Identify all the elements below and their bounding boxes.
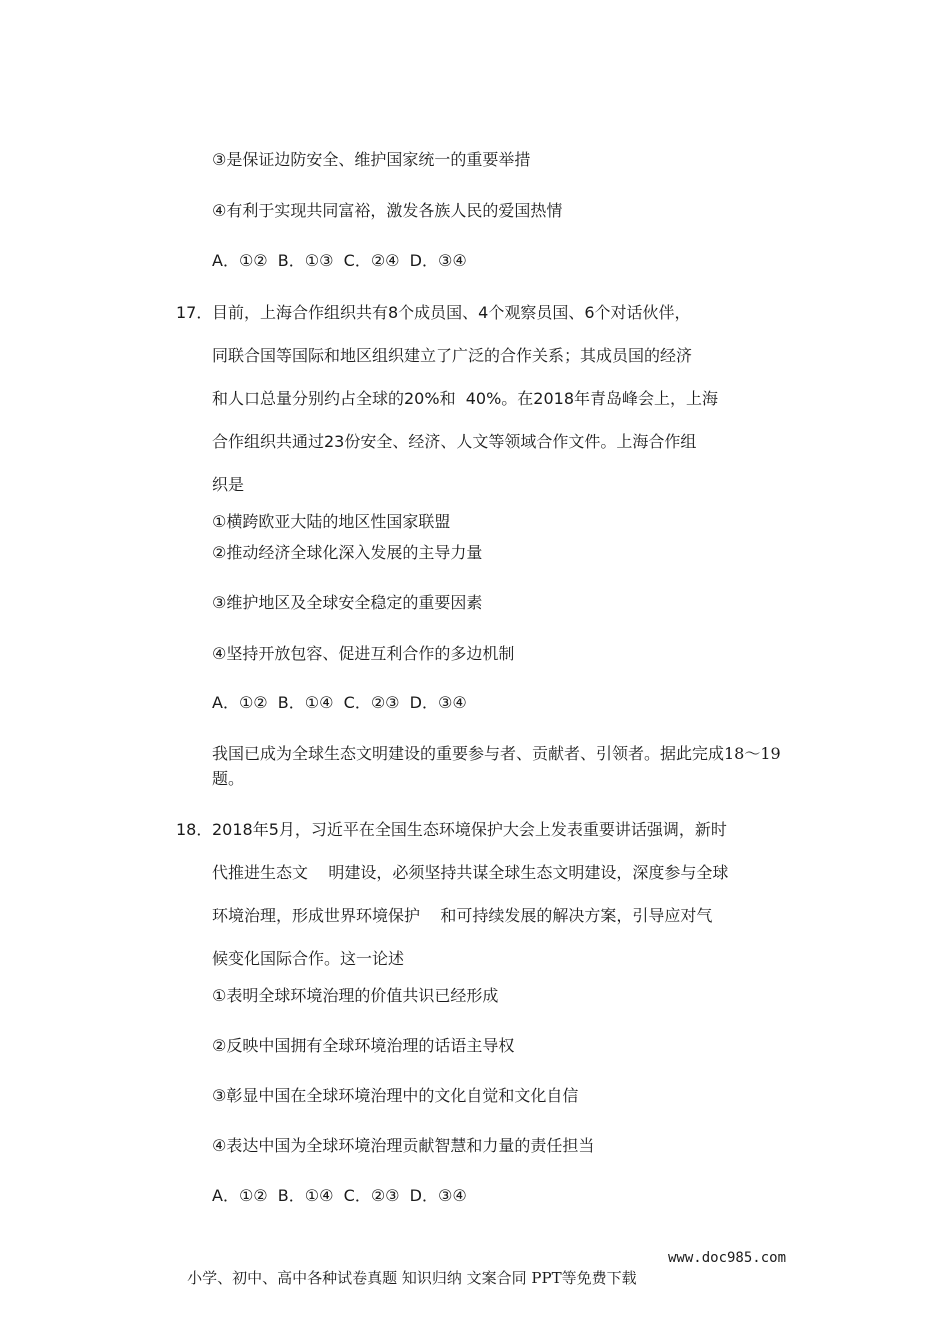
q18-stem-line-4: 候变化国际合作。这一论述: [212, 949, 405, 968]
footer-text: 小学、初中、高中各种试卷真题 知识归纳 文案合同 PPT等免费下载: [187, 1269, 637, 1287]
q18-option-3: ③彰显中国在全球环境治理中的文化自觉和文化自信: [212, 1086, 579, 1105]
q17-option-4: ④坚持开放包容、促进互利合作的多边机制: [212, 644, 515, 663]
q18-stem-line-3: 环境治理，形成世界环境保护 和可持续发展的解决方案，引导应对气: [212, 906, 713, 925]
q16-answer-choices: A．①② B．①③ C．②④ D．③④: [212, 251, 467, 270]
q17-stem-line-5: 织是: [212, 475, 245, 494]
q18-stem-line-2: 代推进生态文 明建设，必须坚持共谋全球生态文明建设，深度参与全球: [212, 863, 729, 882]
q17-stem-line-3: 和人口总量分别约占全球的20%和 40%。在2018年青岛峰会上，上海: [212, 389, 719, 408]
section-intro-line-2: 题。: [212, 769, 245, 788]
section-intro-line-1: 我国已成为全球生态文明建设的重要参与者、贡献者、引领者。据此完成18～19: [212, 744, 781, 763]
q17-stem-line-1: 目前，上海合作组织共有8个成员国、4个观察员国、6个对话伙伴，: [212, 303, 691, 322]
q16-option-3: ③是保证边防安全、维护国家统一的重要举措: [212, 150, 531, 169]
q17-option-3: ③维护地区及全球安全稳定的重要因素: [212, 593, 483, 612]
footer-url[interactable]: www.doc985.com: [668, 1250, 787, 1266]
q17-stem-line-2: 同联合国等国际和地区组织建立了广泛的合作关系；其成员国的经济: [212, 346, 693, 365]
q18-option-4: ④表达中国为全球环境治理贡献智慧和力量的责任担当: [212, 1136, 595, 1155]
q16-option-4: ④有利于实现共同富裕，激发各族人民的爱国热情: [212, 201, 563, 220]
q17-option-1: ①横跨欧亚大陆的地区性国家联盟: [212, 512, 451, 531]
q17-option-2: ②推动经济全球化深入发展的主导力量: [212, 543, 483, 562]
q18-option-1: ①表明全球环境治理的价值共识已经形成: [212, 986, 499, 1005]
q18-number: 18．: [176, 820, 213, 839]
q18-option-2: ②反映中国拥有全球环境治理的话语主导权: [212, 1036, 515, 1055]
q17-number: 17．: [176, 303, 213, 322]
q18-stem-line-1: 2018年5月，习近平在全国生态环境保护大会上发表重要讲话强调，新时: [212, 820, 727, 839]
page-footer: [168, 1248, 787, 1328]
q17-stem-line-4: 合作组织共通过23份安全、经济、人文等领域合作文件。上海合作组: [212, 432, 697, 451]
q18-answer-choices: A．①② B．①④ C．②③ D．③④: [212, 1186, 467, 1205]
q17-answer-choices: A．①② B．①④ C．②③ D．③④: [212, 693, 467, 712]
